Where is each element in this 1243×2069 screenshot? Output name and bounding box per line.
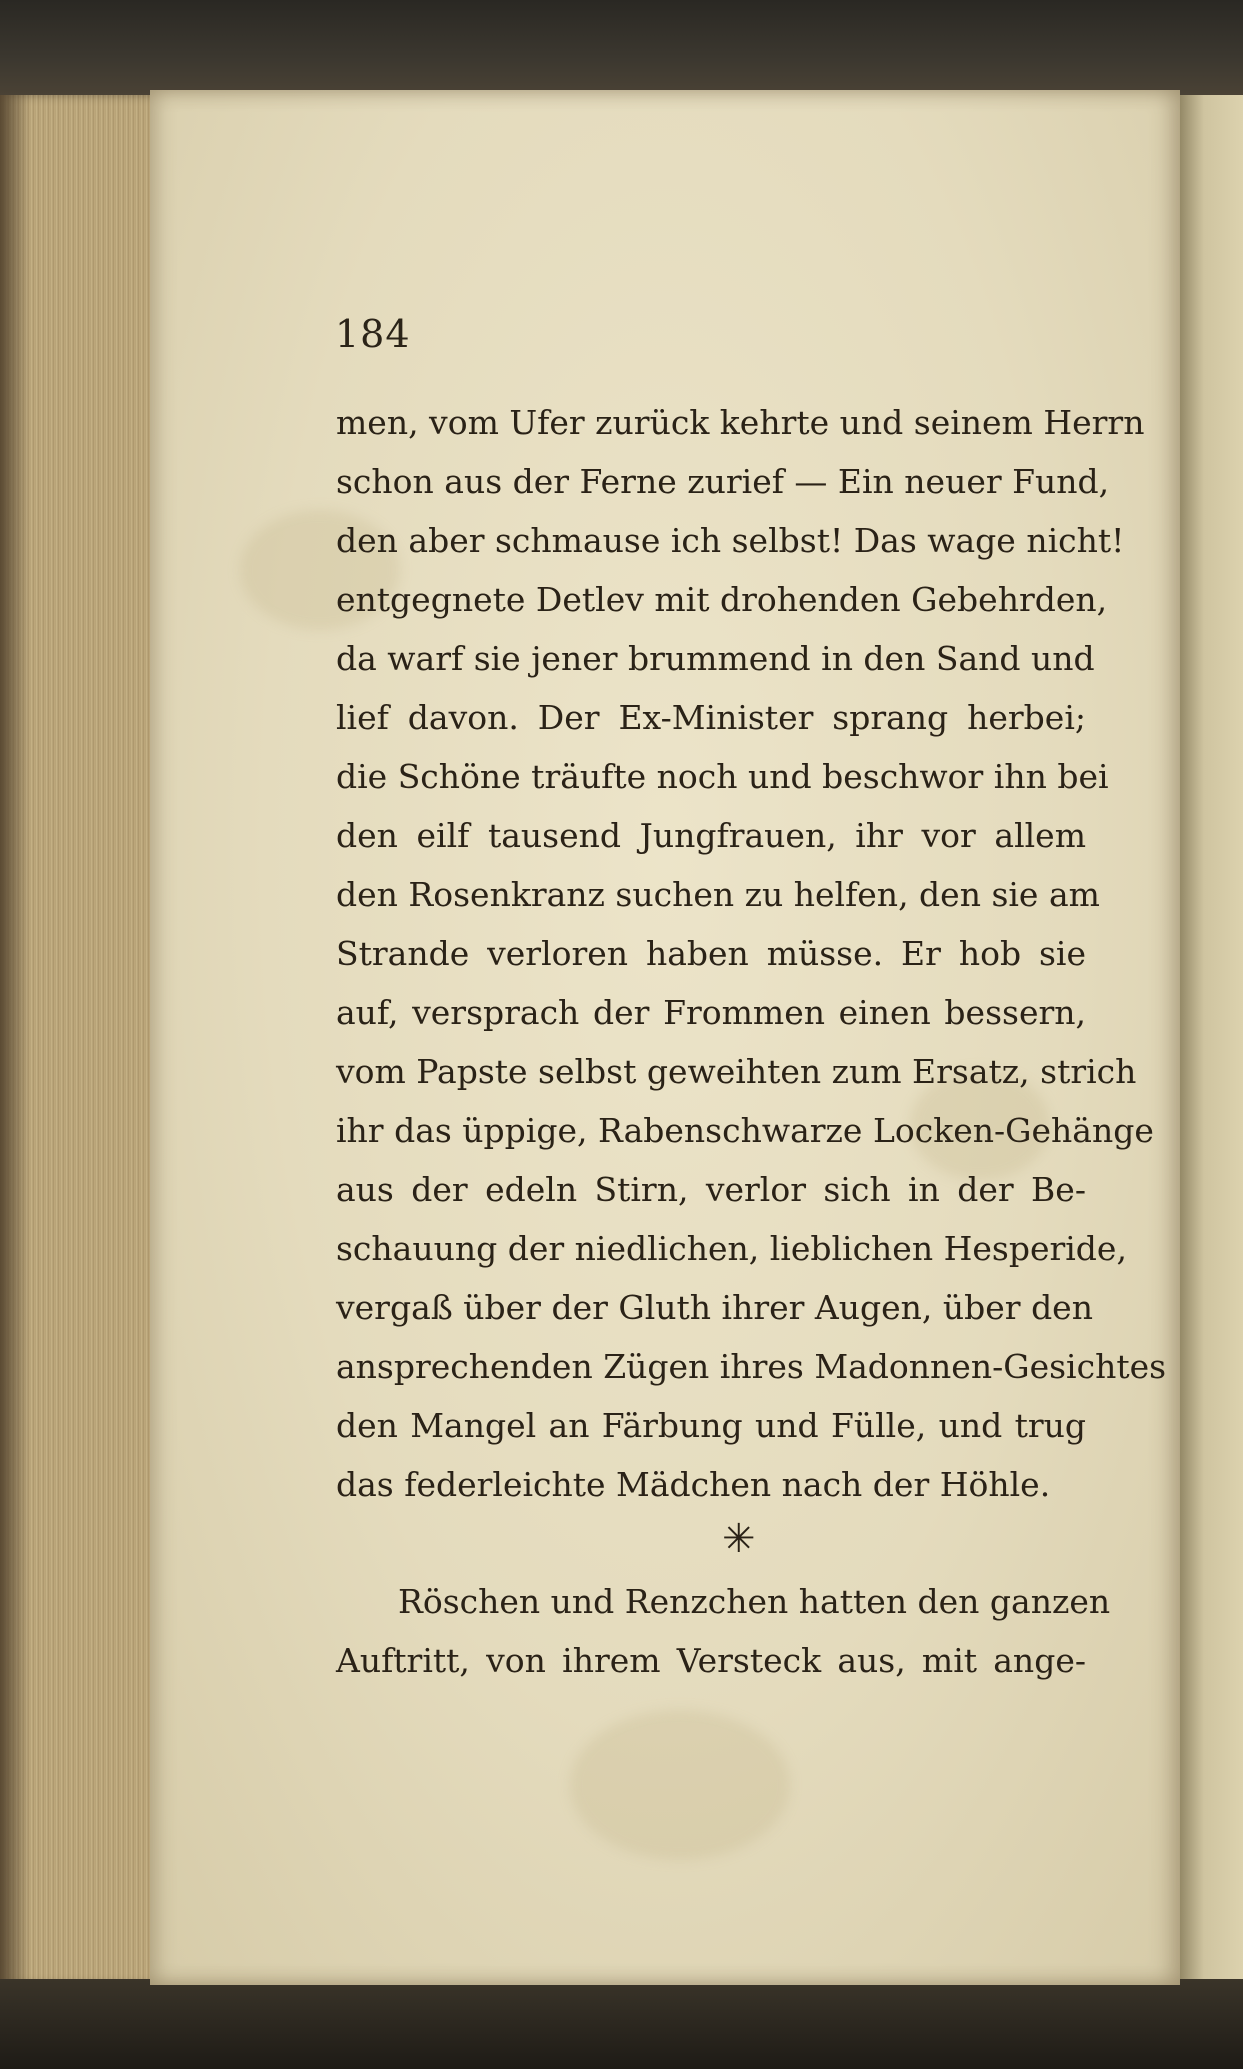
text-line: den Rosenkranz suchen zu helfen, den sie am bbox=[336, 875, 1100, 914]
section-separator: ✳ bbox=[722, 1516, 756, 1562]
text-line: Strande verloren haben müsse. Er hob sie bbox=[336, 934, 1086, 973]
text-line: Röschen und Renzchen hatten den ganzen bbox=[398, 1582, 1111, 1621]
book-bottom-edge bbox=[0, 1979, 1243, 2069]
text-line: vom Papste selbst geweihten zum Ersatz, strich bbox=[336, 1052, 1137, 1091]
facing-page-edge bbox=[1178, 95, 1243, 1985]
text-line: Auftritt, von ihrem Versteck aus, mit ange- bbox=[336, 1641, 1086, 1680]
text-line: ihr das üppige, Rabenschwarze Locken-Gehänge bbox=[336, 1111, 1154, 1150]
text-line: ansprechenden Zügen ihres Madonnen-Gesichtes bbox=[336, 1347, 1167, 1386]
text-line: schon aus der Ferne zurief — Ein neuer Fund, bbox=[336, 462, 1110, 501]
text-line: aus der edeln Stirn, verlor sich in der Be- bbox=[336, 1170, 1086, 1209]
page-number: 184 bbox=[335, 312, 411, 356]
text-line: den eilf tausend Jungfrauen, ihr vor allem bbox=[336, 816, 1086, 855]
text-line: men, vom Ufer zurück kehrte und seinem Herrn bbox=[336, 403, 1145, 442]
text-line: vergaß über der Gluth ihrer Augen, über den bbox=[336, 1288, 1093, 1327]
text-line: die Schöne träufte noch und beschwor ihn bei bbox=[336, 757, 1109, 796]
text-line: lief davon. Der Ex-Minister sprang herbei; bbox=[336, 698, 1086, 737]
book-page bbox=[150, 90, 1180, 1985]
text-line: da warf sie jener brummend in den Sand und bbox=[336, 639, 1095, 678]
text-line: den Mangel an Färbung und Fülle, und trug bbox=[336, 1406, 1086, 1445]
paper-stain bbox=[570, 1710, 790, 1860]
text-line: entgegnete Detlev mit drohenden Gebehrden, bbox=[336, 580, 1108, 619]
text-line: das federleichte Mädchen nach der Höhle. bbox=[336, 1465, 1051, 1504]
text-line: auf, versprach der Frommen einen bessern, bbox=[336, 993, 1086, 1032]
book-top-edge bbox=[0, 0, 1243, 95]
text-line: schauung der niedlichen, lieblichen Hesperide, bbox=[336, 1229, 1127, 1268]
text-line: den aber schmause ich selbst! Das wage nicht! bbox=[336, 521, 1125, 560]
page-stack-shadow bbox=[0, 95, 30, 1985]
